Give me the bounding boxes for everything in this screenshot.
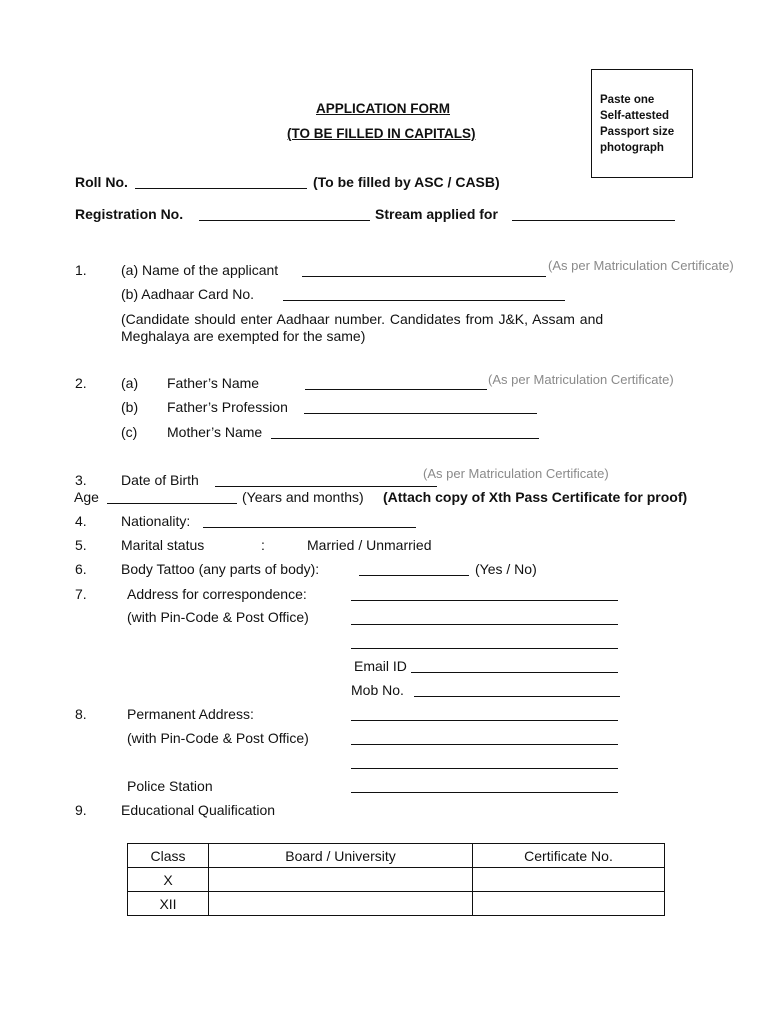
permanent-address-line-1[interactable] — [351, 720, 618, 721]
stream-field[interactable] — [512, 220, 675, 221]
correspondence-address-line-1[interactable] — [351, 600, 618, 601]
item-6-number: 6. — [75, 561, 87, 577]
marital-status-options[interactable]: Married / Unmarried — [307, 537, 432, 553]
applicant-name-field[interactable] — [302, 276, 546, 277]
mother-name-field[interactable] — [271, 438, 539, 439]
roll-no-label: Roll No. — [75, 174, 128, 190]
tattoo-label: Body Tattoo (any parts of body): — [121, 561, 320, 577]
item-1-number: 1. — [75, 262, 87, 278]
tattoo-field[interactable] — [359, 575, 469, 576]
registration-no-field[interactable] — [199, 220, 370, 221]
form-subtitle: (TO BE FILLED IN CAPITALS) — [287, 126, 476, 141]
attach-note: (Attach copy of Xth Pass Certificate for proof) — [383, 489, 688, 505]
father-profession-field[interactable] — [304, 413, 537, 414]
dob-label: Date of Birth — [121, 472, 199, 488]
correspondence-address-line-2[interactable] — [351, 624, 618, 625]
item-4-number: 4. — [75, 513, 87, 529]
item-7-number: 7. — [75, 586, 87, 602]
column-header: Class — [128, 844, 209, 868]
aadhaar-label: (b) Aadhaar Card No. — [121, 286, 255, 302]
age-label: Age — [74, 489, 99, 505]
item-2-number: 2. — [75, 375, 87, 391]
age-field[interactable] — [107, 503, 237, 504]
certificate-cell[interactable] — [473, 868, 665, 892]
table-row — [128, 892, 665, 916]
father-name-field[interactable] — [305, 389, 487, 390]
aadhaar-note-line2: Meghalaya are exempted for the same) — [121, 328, 366, 344]
father-name-label: Father’s Name — [167, 375, 260, 391]
correspondence-address-label: Address for correspondence: — [127, 586, 307, 602]
father-name-hint: (As per Matriculation Certificate) — [488, 372, 674, 387]
certificate-cell[interactable] — [473, 892, 665, 916]
applicant-name-hint: (As per Matriculation Certificate) — [548, 258, 734, 273]
item-5-number: 5. — [75, 537, 87, 553]
nationality-field[interactable] — [203, 527, 416, 528]
photo-instructions: Paste one Self-attested Passport size photograph — [600, 94, 675, 154]
aadhaar-note-line1: (Candidate should enter Aadhaar number. Candidates from J&K, Assam and — [121, 311, 604, 327]
photo-box[interactable] — [591, 69, 693, 178]
board-cell[interactable] — [209, 868, 473, 892]
roll-no-field[interactable] — [135, 188, 307, 189]
table-row — [128, 868, 665, 892]
age-unit: (Years and months) — [242, 489, 364, 505]
police-station-label: Police Station — [127, 778, 213, 794]
applicant-name-label: (a) Name of the applicant — [121, 262, 279, 278]
class-cell: X — [128, 868, 209, 892]
dob-hint: (As per Matriculation Certificate) — [423, 466, 609, 481]
form-title: APPLICATION FORM — [316, 101, 450, 116]
marital-status-label: Marital status — [121, 537, 205, 553]
table-header-row — [128, 844, 665, 868]
police-station-field[interactable] — [351, 792, 618, 793]
registration-no-label: Registration No. — [75, 206, 184, 222]
marital-status-colon: : — [261, 537, 265, 553]
item-3-number: 3. — [75, 472, 87, 488]
permanent-address-label: Permanent Address: — [127, 706, 254, 722]
email-label: Email ID — [354, 658, 407, 674]
qualification-table — [127, 843, 665, 916]
item-2c-marker: (c) — [121, 424, 138, 440]
mobile-field[interactable] — [414, 696, 620, 697]
nationality-label: Nationality: — [121, 513, 191, 529]
item-2b-marker: (b) — [121, 399, 139, 415]
permanent-address-line-2[interactable] — [351, 744, 618, 745]
column-header: Board / University — [209, 844, 473, 868]
item-9-number: 9. — [75, 802, 87, 818]
educational-qualification-label: Educational Qualification — [121, 802, 276, 818]
mobile-label: Mob No. — [351, 682, 404, 698]
roll-no-note: (To be filled by ASC / CASB) — [313, 174, 500, 190]
class-cell: XII — [128, 892, 209, 916]
permanent-address-sub: (with Pin-Code & Post Office) — [127, 730, 309, 746]
email-field[interactable] — [411, 672, 618, 673]
dob-field[interactable] — [215, 486, 437, 487]
board-cell[interactable] — [209, 892, 473, 916]
item-2a-marker: (a) — [121, 375, 139, 391]
tattoo-options: (Yes / No) — [475, 561, 537, 577]
stream-label: Stream applied for — [375, 206, 498, 222]
mother-name-label: Mother’s Name — [167, 424, 263, 440]
correspondence-address-line-3[interactable] — [351, 648, 618, 649]
correspondence-address-sub: (with Pin-Code & Post Office) — [127, 609, 309, 625]
item-8-number: 8. — [75, 706, 87, 722]
permanent-address-line-3[interactable] — [351, 768, 618, 769]
aadhaar-field[interactable] — [283, 300, 565, 301]
father-profession-label: Father’s Profession — [167, 399, 288, 415]
column-header: Certificate No. — [473, 844, 665, 868]
